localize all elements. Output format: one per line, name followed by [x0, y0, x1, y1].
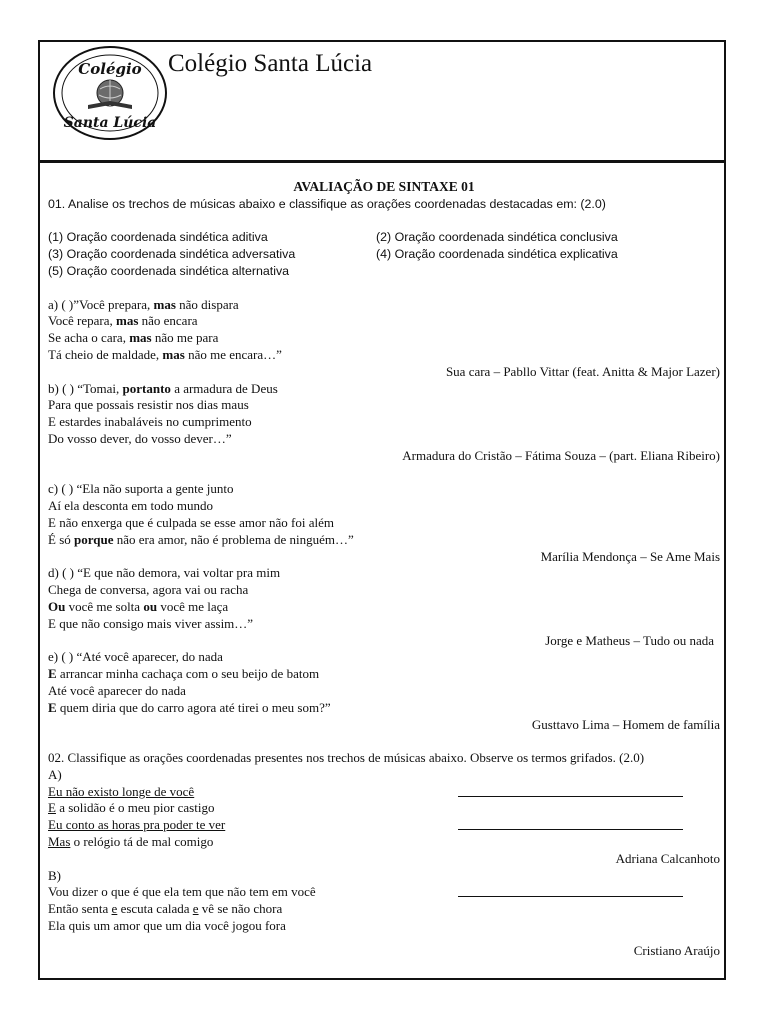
option-3: (3) Oração coordenada sindética adversativa — [48, 247, 296, 262]
item-e-line: Até você aparecer do nada — [48, 682, 186, 698]
option-2: (2) Oração coordenada sindética conclusiva — [376, 230, 618, 245]
item-b-line: E estardes inabaláveis no cumprimento — [48, 414, 252, 430]
q2-a-line: Eu conto as horas pra poder te ver — [48, 817, 720, 834]
item-e-line: E arrancar minha cachaça com o seu beijo de batom — [48, 666, 320, 682]
item-c-line: c) ( ) “Ela não suporta a gente junto — [48, 481, 234, 497]
item-d-credit: Jorge e Matheus – Tudo ou nada — [545, 632, 714, 648]
q2-b-line: Ela quis um amor que um dia você jogou fora — [48, 918, 286, 934]
item-d-line: E que não consigo mais viver assim…” — [48, 615, 254, 631]
item-c-credit: Marília Mendonça – Se Ame Mais — [540, 548, 720, 564]
exam-title: AVALIAÇÃO DE SINTAXE 01 — [293, 179, 475, 194]
item-d-line: d) ( ) “E que não demora, vai voltar pra mim — [48, 565, 281, 581]
item-c-line: É só porque não era amor, não é problema de ninguém…” — [48, 531, 354, 547]
item-e-line: e) ( ) “Até você aparecer, do nada — [48, 649, 223, 665]
item-e-credit: Gusttavo Lima – Homem de família — [531, 716, 720, 732]
school-name: Colégio Santa Lúcia — [168, 50, 373, 77]
q2-prompt: 02. Classifique as orações coordenadas presentes nos trechos de músicas abaixo. Observe os termos grifados. (2.0) — [48, 750, 645, 766]
item-a-line: Você repara, mas não encara — [48, 313, 198, 329]
q2-b-line: Então senta e escuta calada e vê se não chora — [48, 901, 283, 917]
logo-text-bottom: Santa Lúcia — [63, 115, 157, 131]
item-b-line: Para que possais resistir nos dias maus — [48, 397, 249, 413]
item-c-line: E não enxerga que é culpada se esse amor não foi além — [48, 514, 334, 530]
exam-sheet — [38, 40, 726, 980]
option-row — [48, 229, 720, 246]
item-b-line: b) ( ) “Tomai, portanto a armadura de Deus — [48, 380, 278, 396]
option-row — [48, 246, 720, 263]
item-c-line: Aí ela desconta em todo mundo — [48, 498, 213, 514]
header — [40, 42, 724, 163]
logo-text-top: Colégio — [78, 60, 142, 78]
q2-a-line: Eu não existo longe de você — [48, 784, 720, 801]
answer-line[interactable] — [458, 896, 683, 897]
q2-a-line: Mas o relógio tá de mal comigo — [48, 834, 214, 850]
q2-b-credit: Cristiano Araújo — [633, 942, 720, 958]
item-a-credit: Sua cara – Pabllo Vittar (feat. Anitta & Major Lazer) — [445, 363, 720, 379]
answer-line[interactable] — [458, 796, 683, 797]
q1-prompt: 01. Analise os trechos de músicas abaixo e classifique as orações coordenadas destacadas em: (2.0) — [48, 196, 606, 211]
item-a-line: Tá cheio de maldade, mas não me encara…” — [48, 346, 282, 362]
option-row — [48, 263, 720, 280]
option-5: (5) Oração coordenada sindética alternativa — [48, 263, 290, 278]
option-1: (1) Oração coordenada sindética aditiva — [48, 230, 268, 245]
q2-a-credit: Adriana Calcanhoto — [615, 850, 720, 866]
item-d-line: Chega de conversa, agora vai ou racha — [48, 582, 249, 598]
q2-b-label: B) — [48, 867, 61, 883]
option-4: (4) Oração coordenada sindética explicativa — [376, 247, 618, 262]
answer-line[interactable] — [458, 829, 683, 830]
q2-a-label: A) — [48, 766, 62, 782]
exam-content — [48, 179, 720, 960]
q2-b-line: Vou dizer o que é que ela tem que não tem em você — [48, 884, 720, 901]
item-b-credit: Armadura do Cristão – Fátima Souza – (part. Eliana Ribeiro) — [402, 447, 720, 463]
item-b-line: Do vosso dever, do vosso dever…” — [48, 430, 232, 446]
item-a-line: Se acha o cara, mas não me para — [48, 330, 219, 346]
item-a-line: a) ( )”Você prepara, mas não dispara — [48, 296, 239, 312]
item-d-line: Ou você me solta ou você me laça — [48, 598, 229, 614]
item-e-line: E quem diria que do carro agora até tirei o meu som?” — [48, 699, 331, 715]
school-logo — [52, 45, 168, 141]
q2-a-line: E a solidão é o meu pior castigo — [48, 800, 215, 816]
